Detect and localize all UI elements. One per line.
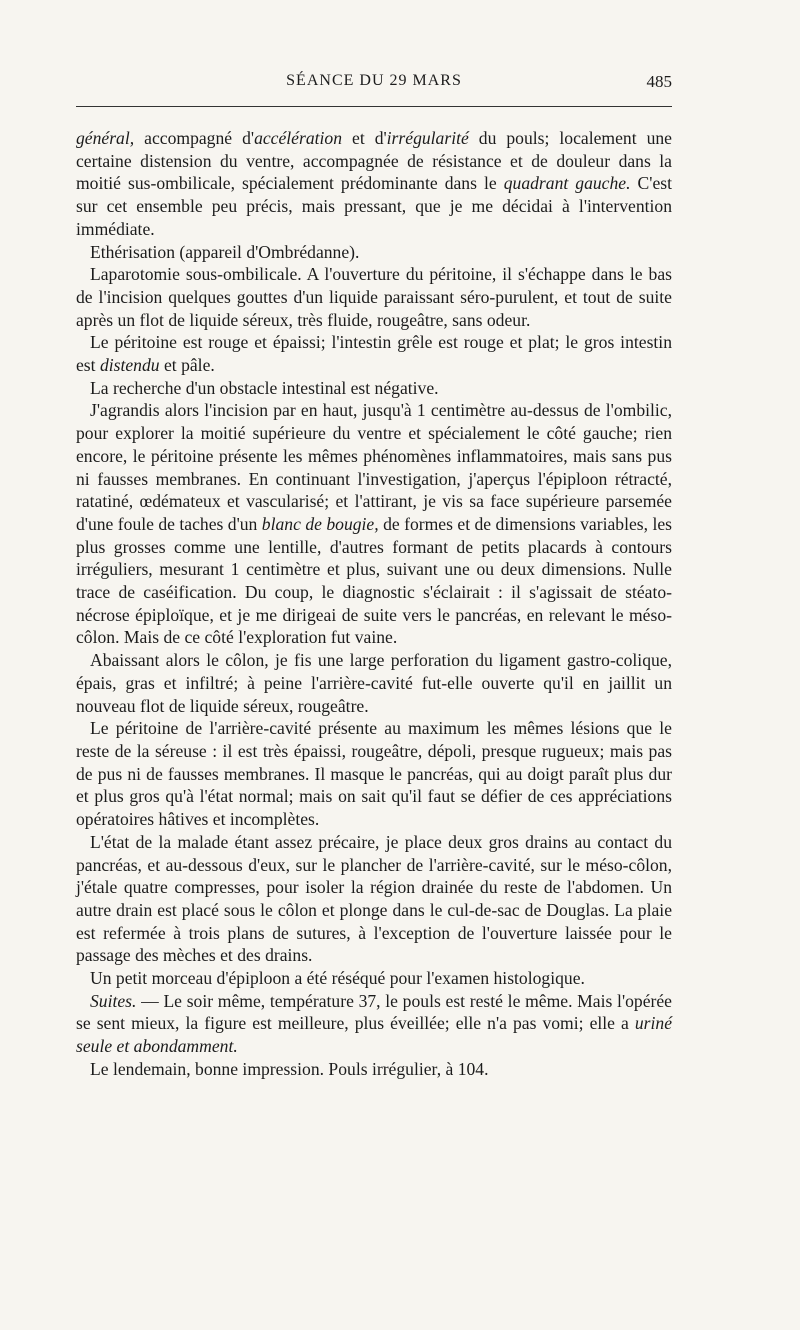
paragraph xyxy=(76,649,672,717)
paragraph xyxy=(76,717,672,831)
paragraph xyxy=(76,967,672,990)
paragraph xyxy=(76,831,672,967)
text-run: accompagné d' xyxy=(134,128,255,148)
italic-text: irrégularité xyxy=(386,128,469,148)
text-run: Le lendemain, bonne impression. Pouls irrégulier, à 104. xyxy=(90,1058,489,1079)
paragraph xyxy=(76,377,672,400)
running-header xyxy=(76,72,672,98)
text-run: Laparotomie sous-ombilicale. A l'ouverture du péritoine, il s'échappe dans le bas de l'incision quelques gouttes d'un liquide paraissant séro-purulent, et tout de suite après un flot de liquide séreux, très fluide, rougeâtre, sans odeur. xyxy=(76,264,672,330)
paragraph xyxy=(76,990,672,1058)
paragraph xyxy=(76,263,672,331)
running-title: SÉANCE DU 29 MARS xyxy=(286,72,462,89)
text-run: La recherche d'un obstacle intestinal est négative. xyxy=(90,377,439,398)
body-text xyxy=(76,127,672,1081)
text-run: et d' xyxy=(342,128,387,148)
text-run: Ethérisation (appareil d'Ombrédanne). xyxy=(90,241,360,262)
italic-text: blanc de bougie, xyxy=(261,513,379,534)
paragraph xyxy=(76,331,672,376)
text-run: — Le soir même, température 37, le pouls est resté le même. Mais l'opérée se sent mieux, la figure est meilleure, plus éveillée; elle n'a pas vomi; elle a xyxy=(76,990,672,1034)
italic-text: distendu xyxy=(99,355,160,376)
header-rule xyxy=(76,106,672,107)
text-run: C'est sur cet ensemble peu précis, mais pressant, que je me décidai à l'intervention immédiate. xyxy=(76,173,672,239)
text-run: Le péritoine de l'arrière-cavité présente au maximum les mêmes lésions que le reste de la séreuse : il est très épaissi, rougeâtre, dépoli, presque rugueux; mais pas de pus ni de fausses membranes. Il masque le pancréas, qui au doigt paraît plus dur et plus gros qu'à l'état normal; mais on sait qu'il faut se défier de ces appréciations opératoires hâtives et incomplètes. xyxy=(76,718,672,830)
text-run: Abaissant alors le côlon, je fis une large perforation du ligament gastro-colique, épais, gras et infiltré; à peine l'arrière-cavité fut-elle ouverte qu'il en jaillit un nouveau flot de liquide séreux, rougeâtre. xyxy=(76,650,672,716)
paragraph xyxy=(76,399,672,649)
text-run: L'état de la malade étant assez précaire, je place deux gros drains au contact du pancréas, et au-dessous d'eux, sur le plancher de l'arrière-cavité, sur le méso-côlon, j'étale quatre compresses, pour isoler la région drainée du reste de l'abdomen. Un autre drain est placé sous le côlon et plonge dans le cul-de-sac de Douglas. La plaie est refermée à trois plans de sutures, à l'exception de l'ouverture laissée pour le passage des mèches et des drains. xyxy=(76,831,672,966)
italic-text: Suites. xyxy=(90,990,137,1011)
italic-text: uriné seule et abondamment. xyxy=(76,1013,672,1057)
text-run: J'agrandis alors l'incision par en haut, jusqu'à 1 centimètre au-dessus de l'ombilic, pour explorer la moitié supérieure du ventre et spécialement le côté gauche; rien encore, le péritoine présente les mêmes phénomènes inflammatoires, mais sans pus ni fausses membranes. En continuant l'investigation, j'aperçus l'épiploon rétracté, ratatiné, œdémateux et vascularisé; et l'attirant, je vis sa face supérieure parsemée d'une foule de taches d'un xyxy=(76,400,672,534)
text-run: Le péritoine est rouge et épaissi; l'intestin grêle est rouge et plat; le gros intestin est xyxy=(76,332,672,376)
text-run: et pâle. xyxy=(159,355,215,376)
text-run: de formes et de dimensions variables, les plus grosses comme une lentille, d'autres formant de petits placards à contours irréguliers, mesurant 1 centimètre et plus, suivant une ou deux dimensions. Nulle trace de caséification. Du coup, le diagnostic s'éclairait : il s'agissait de stéato-nécrose épiploïque, et je me dirigeai de suite vers le pancréas, en relevant le méso-côlon. Mais de ce côté l'exploration fut vaine. xyxy=(76,513,673,648)
italic-text: accélération xyxy=(254,128,342,148)
italic-text: général, xyxy=(76,128,135,148)
paragraph xyxy=(76,127,672,241)
paragraph xyxy=(76,241,672,264)
page-number: 485 xyxy=(646,72,672,91)
paragraph xyxy=(76,1058,672,1081)
italic-text: quadrant gauche. xyxy=(503,173,631,194)
text-run: du pouls; localement une certaine distension du ventre, accompagnée de résistance et de douleur dans la moitié sus-ombilicale, spécialement prédominante dans le xyxy=(76,128,672,194)
text-run: Un petit morceau d'épiploon a été réséqué pour l'examen histologique. xyxy=(90,968,585,989)
